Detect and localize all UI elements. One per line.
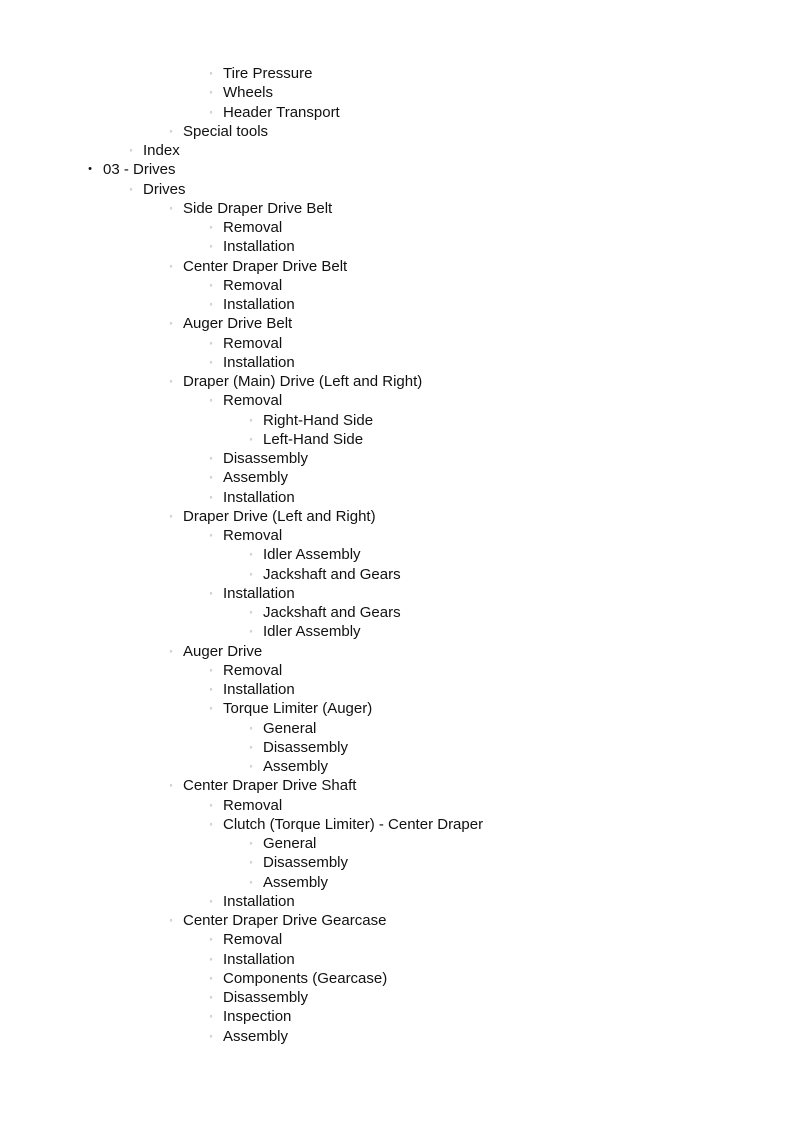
outline-item-label: Removal	[223, 931, 283, 949]
hollow-bullet-icon: ◦	[169, 510, 173, 521]
outline-item[interactable]	[0, 314, 794, 333]
outline-item-label: General	[263, 719, 317, 737]
outline-item[interactable]	[0, 738, 794, 757]
outline-item-label: Center Draper Drive Gearcase	[183, 912, 387, 929]
outline-item[interactable]	[0, 622, 794, 641]
outline-item[interactable]	[0, 680, 794, 699]
hollow-bullet-icon: ◦	[249, 761, 253, 771]
outline-item-label: Tire Pressure	[223, 65, 313, 82]
hollow-bullet-icon: ◦	[169, 125, 173, 136]
hollow-bullet-icon: ◦	[169, 260, 173, 271]
outline-item[interactable]	[0, 449, 794, 468]
outline-item-label: Wheels	[223, 84, 274, 102]
hollow-bullet-icon: ◦	[129, 183, 133, 194]
outline-item-label: Removal	[223, 796, 283, 814]
hollow-bullet-icon: ◦	[209, 799, 213, 810]
hollow-bullet-icon: ◦	[249, 876, 253, 887]
outline-item-label: Center Draper Drive Shaft	[183, 777, 357, 795]
outline-item[interactable]	[0, 372, 794, 391]
outline-item-label: Installation	[223, 584, 295, 602]
outline-item[interactable]	[0, 1007, 794, 1026]
outline-item-label: Drives	[143, 180, 186, 198]
outline-item[interactable]	[0, 776, 794, 795]
outline-item-label: Idler Assembly	[263, 623, 361, 641]
hollow-bullet-icon: ◦	[249, 568, 253, 579]
outline-item[interactable]	[0, 103, 794, 122]
hollow-bullet-icon: ◦	[249, 838, 253, 848]
outline-item[interactable]	[0, 930, 794, 949]
outline-item-label: 03 - Drives	[103, 161, 176, 179]
outline-item[interactable]	[0, 430, 794, 449]
hollow-bullet-icon: ◦	[209, 87, 213, 98]
outline-item-label: Torque Limiter (Auger)	[223, 700, 373, 718]
outline-item[interactable]	[0, 719, 794, 738]
hollow-bullet-icon: ◦	[209, 472, 213, 483]
hollow-bullet-icon: ◦	[209, 222, 213, 232]
hollow-bullet-icon: ◦	[209, 241, 213, 252]
outline-item-label: Removal	[223, 334, 283, 352]
outline-item[interactable]	[0, 911, 794, 930]
outline-item-label: Disassembly	[263, 738, 349, 756]
hollow-bullet-icon: ◦	[169, 376, 173, 386]
outline-item[interactable]	[0, 988, 794, 1007]
hollow-bullet-icon: ◦	[209, 587, 213, 598]
filled-bullet-icon: •	[88, 163, 92, 176]
outline-item-label: Installation	[223, 950, 295, 968]
outline-item[interactable]	[0, 334, 794, 353]
hollow-bullet-icon: ◦	[209, 934, 213, 945]
outline-item[interactable]	[0, 257, 794, 276]
hollow-bullet-icon: ◦	[169, 780, 173, 791]
outline-item[interactable]	[0, 892, 794, 911]
hollow-bullet-icon: ◦	[209, 992, 213, 1002]
hollow-bullet-icon: ◦	[169, 915, 173, 925]
outline-item-label: Clutch (Torque Limiter) - Center Draper	[223, 815, 484, 833]
hollow-bullet-icon: ◦	[249, 857, 253, 868]
outline-item[interactable]	[0, 64, 794, 83]
hollow-bullet-icon: ◦	[209, 356, 213, 367]
outline-item[interactable]	[0, 180, 794, 199]
outline-item-label: Center Draper Drive Belt	[183, 257, 348, 275]
hollow-bullet-icon: ◦	[169, 318, 173, 329]
outline-item-label: Right-Hand Side	[263, 411, 374, 429]
outline-item[interactable]	[0, 411, 794, 430]
outline-item[interactable]	[0, 122, 794, 141]
outline-item[interactable]	[0, 584, 794, 603]
outline-item-label: Removal	[223, 527, 283, 544]
hollow-bullet-icon: ◦	[209, 453, 213, 463]
outline-item[interactable]	[0, 834, 794, 853]
hollow-bullet-icon: ◦	[249, 741, 253, 752]
outline-item-label: Removal	[223, 219, 283, 236]
outline-item[interactable]	[0, 468, 794, 487]
outline-item[interactable]	[0, 507, 794, 526]
outline-item[interactable]	[0, 565, 794, 584]
hollow-bullet-icon: ◦	[209, 1011, 213, 1022]
outline-item-label: Idler Assembly	[263, 546, 361, 564]
hollow-bullet-icon: ◦	[209, 953, 213, 964]
outline-item[interactable]	[0, 160, 794, 179]
outline-item-label: Draper (Main) Drive (Left and Right)	[183, 373, 423, 390]
outline-item[interactable]	[0, 950, 794, 969]
hollow-bullet-icon: ◦	[249, 607, 253, 617]
hollow-bullet-icon: ◦	[249, 549, 253, 560]
outline-item-label: Removal	[223, 392, 283, 410]
outline-item[interactable]	[0, 699, 794, 718]
outline-item[interactable]	[0, 237, 794, 256]
outline-item-label: Draper Drive (Left and Right)	[183, 507, 376, 525]
outline-item[interactable]	[0, 853, 794, 872]
hollow-bullet-icon: ◦	[209, 337, 213, 348]
outline-item-label: Components (Gearcase)	[223, 969, 388, 987]
hollow-bullet-icon: ◦	[209, 703, 213, 714]
outline-item-label: Installation	[223, 892, 295, 910]
outline-item[interactable]	[0, 218, 794, 237]
outline-item-label: Inspection	[223, 1008, 292, 1026]
outline-item-label: Auger Drive Belt	[183, 315, 293, 333]
outline-item[interactable]	[0, 796, 794, 815]
outline-item[interactable]	[0, 969, 794, 988]
outline-item[interactable]	[0, 661, 794, 680]
outline-item-label: Assembly	[263, 758, 329, 775]
outline-item-label: Removal	[223, 661, 283, 679]
outline-item-label: Header Transport	[223, 103, 340, 121]
hollow-bullet-icon: ◦	[249, 433, 253, 444]
outline-item[interactable]	[0, 815, 794, 834]
hollow-bullet-icon: ◦	[209, 684, 213, 694]
hollow-bullet-icon: ◦	[129, 145, 133, 155]
outline-item[interactable]	[0, 526, 794, 545]
outline-item[interactable]	[0, 276, 794, 295]
outline-item[interactable]	[0, 295, 794, 314]
hollow-bullet-icon: ◦	[209, 68, 213, 78]
outline-item[interactable]	[0, 353, 794, 372]
outline-page	[0, 64, 794, 1046]
hollow-bullet-icon: ◦	[249, 414, 253, 425]
hollow-bullet-icon: ◦	[209, 818, 213, 829]
outline-item[interactable]	[0, 873, 794, 892]
hollow-bullet-icon: ◦	[209, 279, 213, 290]
outline-item-label: Assembly	[263, 873, 329, 891]
outline-item-label: Installation	[223, 238, 295, 256]
outline-item-label: Index	[143, 142, 180, 159]
outline-item-label: Jackshaft and Gears	[263, 565, 401, 583]
hollow-bullet-icon: ◦	[169, 645, 173, 656]
outline-item[interactable]	[0, 1027, 794, 1046]
outline-item[interactable]	[0, 199, 794, 218]
outline-item[interactable]	[0, 83, 794, 102]
hollow-bullet-icon: ◦	[249, 626, 253, 637]
outline-item[interactable]	[0, 757, 794, 776]
outline-list	[0, 64, 794, 1046]
hollow-bullet-icon: ◦	[209, 106, 213, 117]
outline-item-label: Assembly	[223, 469, 289, 487]
outline-item[interactable]	[0, 603, 794, 622]
outline-item-label: Removal	[223, 276, 283, 294]
outline-item-label: Assembly	[223, 1027, 289, 1045]
outline-item-label: General	[263, 835, 317, 852]
outline-item-label: Disassembly	[263, 854, 349, 872]
hollow-bullet-icon: ◦	[209, 491, 213, 502]
outline-item-label: Auger Drive	[183, 642, 263, 660]
outline-item-label: Side Draper Drive Belt	[183, 199, 333, 217]
outline-item-label: Installation	[223, 296, 295, 313]
hollow-bullet-icon: ◦	[209, 664, 213, 675]
hollow-bullet-icon: ◦	[209, 299, 213, 309]
outline-item-label: Installation	[223, 488, 295, 506]
hollow-bullet-icon: ◦	[169, 202, 173, 213]
hollow-bullet-icon: ◦	[209, 895, 213, 906]
outline-item[interactable]	[0, 545, 794, 564]
outline-item[interactable]	[0, 391, 794, 410]
outline-item-label: Installation	[223, 681, 295, 698]
outline-item-label: Disassembly	[223, 450, 309, 467]
hollow-bullet-icon: ◦	[209, 1030, 213, 1041]
outline-item-label: Jackshaft and Gears	[263, 604, 401, 621]
outline-item[interactable]	[0, 488, 794, 507]
outline-item-label: Installation	[223, 353, 295, 371]
outline-item-label: Special tools	[183, 122, 269, 140]
outline-item[interactable]	[0, 141, 794, 160]
outline-item-label: Disassembly	[223, 989, 309, 1006]
hollow-bullet-icon: ◦	[249, 722, 253, 733]
hollow-bullet-icon: ◦	[209, 395, 213, 406]
outline-item[interactable]	[0, 642, 794, 661]
hollow-bullet-icon: ◦	[209, 530, 213, 540]
outline-item-label: Left-Hand Side	[263, 430, 364, 448]
hollow-bullet-icon: ◦	[209, 972, 213, 983]
